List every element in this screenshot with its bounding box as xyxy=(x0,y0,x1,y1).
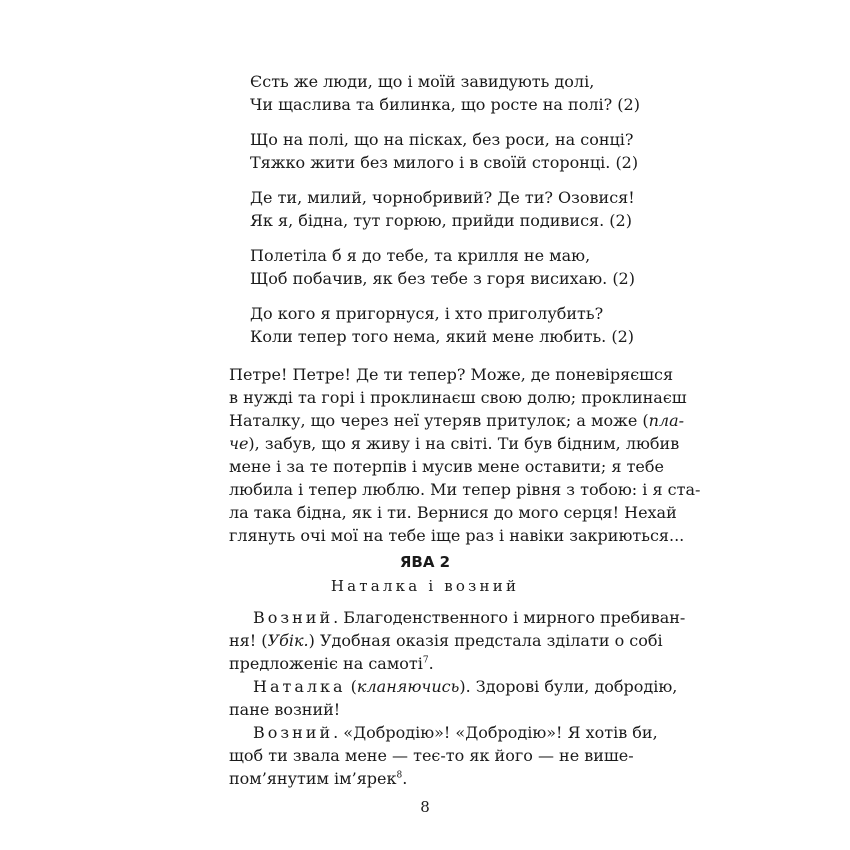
stage-direction: че xyxy=(229,434,249,453)
verse-line: Полетіла б я до тебе, та крилля не маю, xyxy=(250,246,591,265)
verse-stanza-2 xyxy=(250,128,639,174)
verse-stanza-4 xyxy=(250,244,635,290)
page-number: 8 xyxy=(420,798,430,816)
verse-line: Що на полі, що на пісках, без роси, на сонці? xyxy=(250,130,634,149)
dialogue-line: Возний. Благоденственного і мирного пребиван- xyxy=(253,608,686,627)
dialogue-line: пане возний! xyxy=(229,700,341,719)
prose-line: че), забув, що я живу і на світі. Ти був бідним, любив xyxy=(229,434,680,453)
verse-line: Коли тепер того нема, який мене любить. (2) xyxy=(250,327,635,346)
scene-title: ЯВА 2 xyxy=(399,553,451,571)
dialogue-line: предложеніє на самоті$^7$. xyxy=(229,654,434,673)
prose-line: в нужді та горі і проклинаєш свою долю; проклинаєш xyxy=(229,388,687,407)
dialogue-block xyxy=(229,606,686,790)
verse-line: До кого я пригорнуся, і хто приголубить? xyxy=(250,304,604,323)
stage-direction: пла- xyxy=(648,411,685,430)
verse-line: Чи щаслива та билинка, що росте на полі? (2) xyxy=(250,95,640,114)
monologue-paragraph xyxy=(229,363,701,547)
speaker-name: Возний xyxy=(253,608,334,627)
dialogue-line: щоб ти звала мене — теє-то як його — не више- xyxy=(229,746,634,765)
dialogue-line: ня! (Убік.) Удобная оказія предстала зділати о собі xyxy=(229,631,663,650)
dialogue-line: Возний. «Добродію»! «Добродію»! Я хотів би, xyxy=(253,723,658,742)
footnote-marker: 7 xyxy=(422,655,429,666)
prose-line: любила і тепер люблю. Ми тепер рівня з тобою: і я ста- xyxy=(229,480,701,499)
prose-line: Наталку, що через неї утеряв притулок; а може (пла- xyxy=(229,411,685,430)
verse-line: Тяжко жити без милого і в своїй сторонці. (2) xyxy=(250,153,639,172)
verse-line: Щоб побачив, як без тебе з горя висихаю. (2) xyxy=(250,269,635,288)
stage-direction: кланяючись xyxy=(356,677,460,696)
stage-direction: Убік. xyxy=(267,631,309,650)
verse-stanza-5 xyxy=(250,302,635,348)
scene-subtitle: Наталка і возний xyxy=(330,577,520,595)
verse-line: Єсть же люди, що і моїй завидують долі, xyxy=(250,72,595,91)
verse-line: Де ти, милий, чорнобривий? Де ти? Озовися! xyxy=(250,188,635,207)
dialogue-line: Наталка (кланяючись). Здорові були, добродію, xyxy=(253,677,678,696)
verse-line: Як я, бідна, тут горюю, прийди подивися. (2) xyxy=(250,211,632,230)
speaker-name: Наталка xyxy=(253,677,346,696)
prose-line: Петре! Петре! Де ти тепер? Може, де поневіряєшся xyxy=(229,365,674,384)
verse-stanza-1 xyxy=(250,70,640,116)
verse-stanza-3 xyxy=(250,186,635,232)
prose-line: мене і за те потерпів і мусив мене оставити; я тебе xyxy=(229,457,664,476)
footnote-marker: 8 xyxy=(396,770,403,781)
dialogue-line: пом’янутим ім’ярек$^8$. xyxy=(229,769,408,788)
prose-line: ла така бідна, як і ти. Вернися до мого серця! Нехай xyxy=(229,503,677,522)
prose-line: глянуть очі мої на тебе іще раз і навіки закриються... xyxy=(229,526,685,545)
speaker-name: Возний xyxy=(253,723,334,742)
